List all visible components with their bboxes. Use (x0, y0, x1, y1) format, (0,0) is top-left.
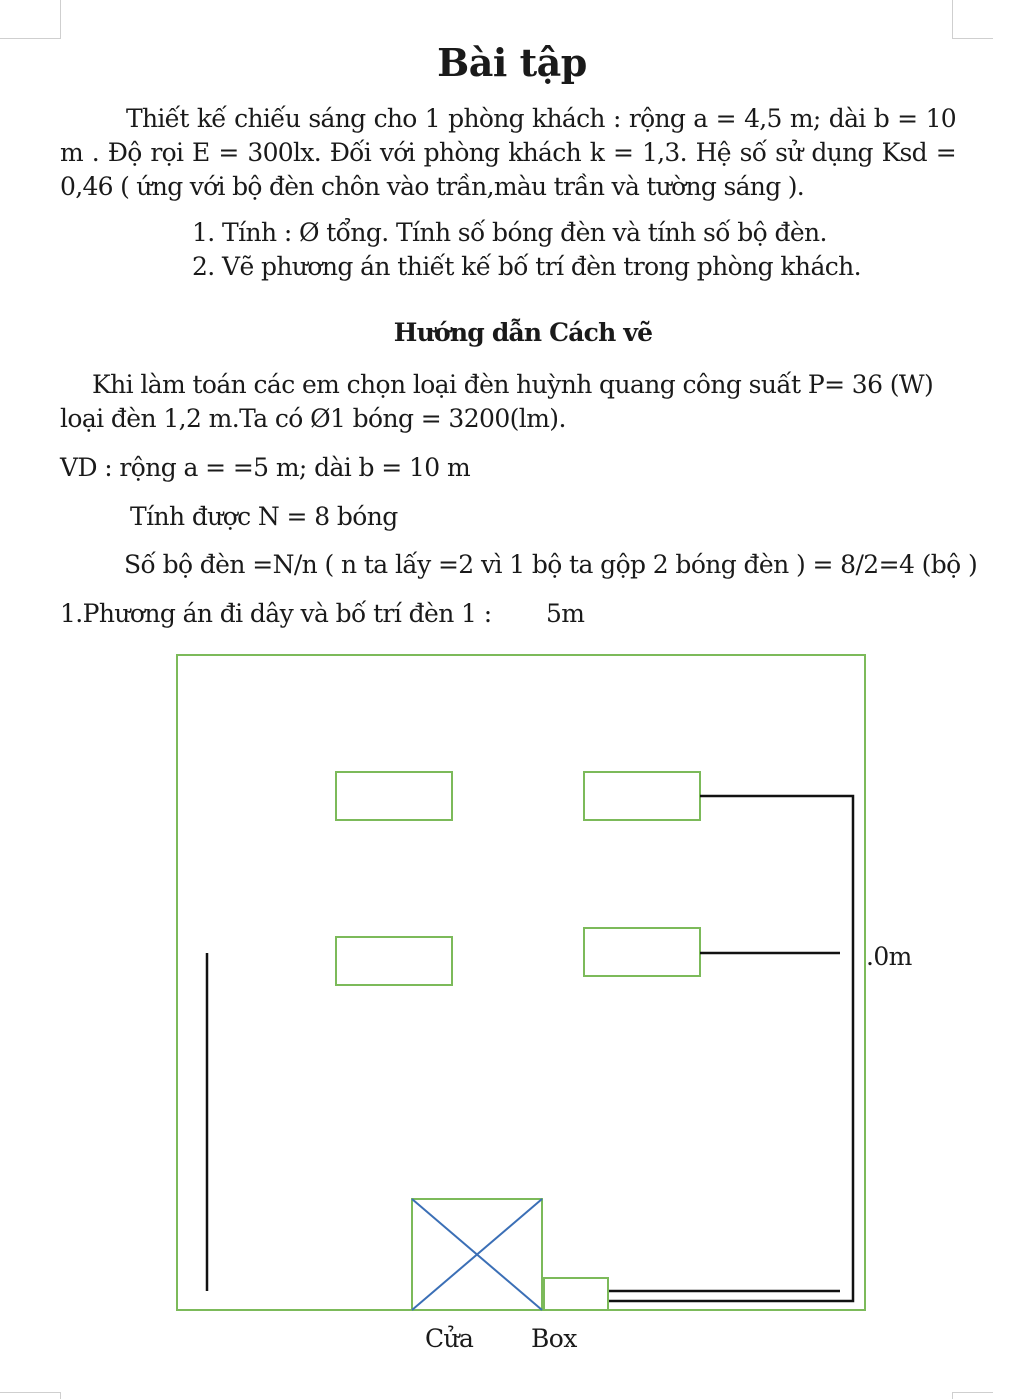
room-width-label: 5m (546, 599, 585, 628)
fixture-count-line: Số bộ đèn =N/n ( n ta lấy =2 vì 1 bộ ta gộp 2 bóng đèn ) = 8/2=4 (bộ ) (124, 550, 978, 579)
page-title: Bài tập (437, 40, 587, 85)
bulb-count-line: Tính được N = 8 bóng (130, 502, 398, 531)
box-label: Box (531, 1324, 577, 1353)
room-outline (177, 655, 865, 1310)
light-fixture (584, 928, 700, 976)
light-fixture (336, 772, 452, 820)
option-label: 1.Phương án đi dây và bố trí đèn 1 : (60, 599, 492, 628)
light-fixture (336, 937, 452, 985)
switch-box (544, 1278, 608, 1310)
example-line: VD : rộng a = =5 m; dài b = 10 m (60, 453, 471, 482)
problem-statement: Thiết kế chiếu sáng cho 1 phòng khách : rộng a = 4,5 m; dài b = 10 m . Độ rọi E = 300lx. Đối với phòng khách k = 1,3. Hệ số sử dụng Ksd = 0,46 ( ứng với bộ đèn chôn vào trần,màu trần và tường sáng ). (60, 104, 956, 201)
task-item: 2. Vẽ phương án thiết kế bố trí đèn trong phòng khách. (192, 252, 861, 281)
room-length-label: .0m (866, 942, 912, 971)
task-item: 1. Tính : Ø tổng. Tính số bóng đèn và tính số bộ đèn. (192, 218, 827, 247)
section-heading: Hướng dẫn Cách vẽ (393, 318, 653, 347)
light-fixture (584, 772, 700, 820)
guide-line: Khi làm toán các em chọn loại đèn huỳnh quang công suất P= 36 (W) (92, 370, 934, 399)
guide-line: loại đèn 1,2 m.Ta có Ø1 bóng = 3200(lm). (60, 404, 566, 433)
wiring-line (608, 796, 853, 1301)
door-label: Cửa (425, 1324, 474, 1353)
